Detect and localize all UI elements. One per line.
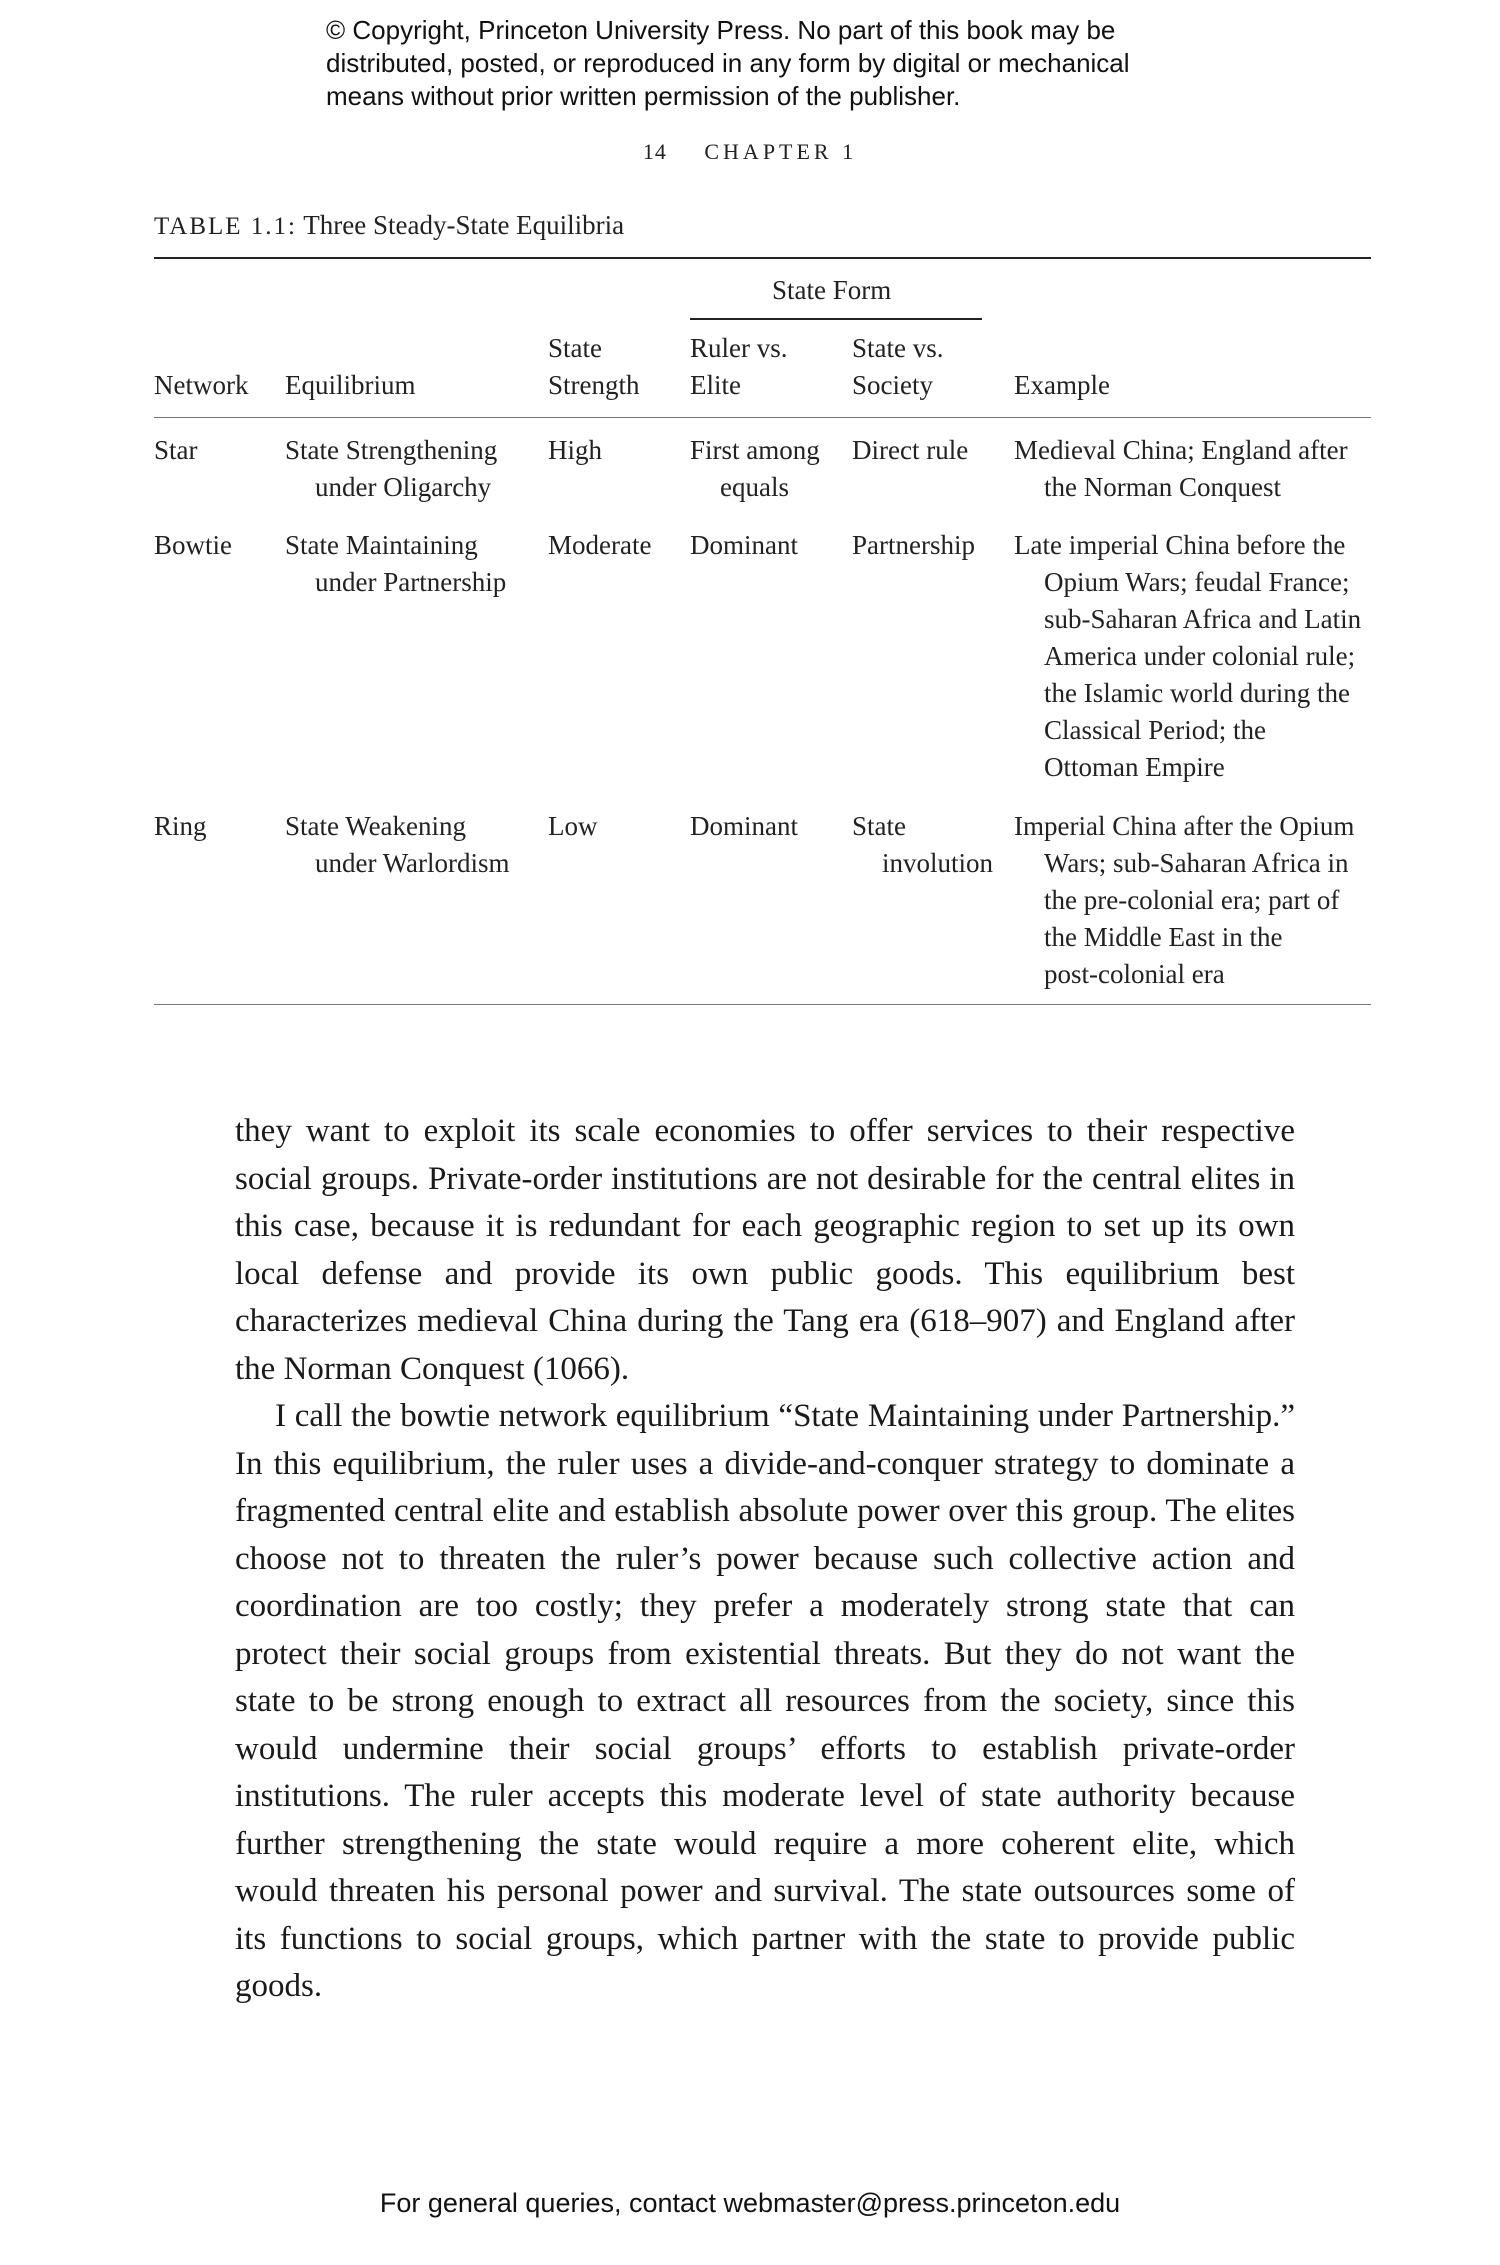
cell-line: under Oligarchy (315, 472, 492, 502)
row-bowtie-example (1014, 527, 1361, 786)
row-ring-society (852, 808, 993, 882)
footer-contact: For general queries, contact webmaster@press.princeton.edu (379, 2188, 1121, 2218)
cell-line: Classical Period; the (1044, 715, 1266, 745)
row-ring-equilibrium (285, 808, 510, 882)
row-star-ruler (690, 432, 820, 506)
table-top-rule (154, 257, 1371, 259)
header-state-strength (548, 330, 640, 404)
row-bowtie-equilibrium (285, 527, 506, 601)
row-ring-example (1014, 808, 1354, 993)
body-paragraph: I call the bowtie network equilibrium “State Maintaining under Partnership.” In this equilibrium, the ruler uses a divide-and-conquer strategy to dominate a fragmented central elite and establish absolute power over this group. The elites choose not to threaten the ruler’s power because such collective action and coordination are too costly; they prefer a moderately strong state that can protect their social groups from existential threats. But they do not want the state to be strong enough to extract all resources from the society, since this would undermine their social groups’ efforts to establish private-order institutions. The ruler accepts this moderate level of state authority because further strengthening the state would require a more coherent elite, which would threaten his personal power and survival. The state outsources some of its functions to social groups, which partner with the state to provide public goods. (235, 1398, 1295, 2004)
body-text (235, 1108, 1295, 2011)
page-number: 14 (642, 139, 667, 164)
cell-line: State Strengthening (285, 435, 498, 465)
table-caption (154, 210, 624, 241)
cell-line: Medieval China; England after (1014, 435, 1348, 465)
cell-line: the Middle East in the (1044, 922, 1283, 952)
cell-line: the Norman Conquest (1044, 472, 1281, 502)
cell-line: equals (720, 472, 789, 502)
copyright-line: © Copyright, Princeton University Press. No part of this book may be (326, 15, 1116, 45)
running-head (0, 139, 1500, 165)
cell-line: post-colonial era (1044, 959, 1225, 989)
cell-line: America under colonial rule; (1044, 641, 1356, 671)
table-label: TABLE 1.1: (154, 213, 297, 240)
copyright-line: means without prior written permission of the publisher. (326, 81, 961, 111)
header-line: State (548, 333, 602, 363)
cell-line: the pre-colonial era; part of (1044, 885, 1340, 915)
group-header-rule (690, 318, 982, 320)
header-ruler-vs-elite (690, 330, 788, 404)
body-paragraph: they want to exploit its scale economies to offer services to their respective social groups. Private-order institutions are not desirable for the central elites in this case, because it is redundant for each geographic region to set up its own local defense and provide its own public goods. This equilibrium best characterizes medieval China during the Tang era (618–907) and England after the Norman Conquest (1066). (235, 1113, 1295, 1387)
header-line: Elite (690, 370, 741, 400)
row-bowtie-strength: Moderate (548, 530, 652, 560)
table-bottom-rule (154, 1004, 1371, 1005)
header-line: State vs. (852, 333, 944, 363)
row-bowtie-network: Bowtie (154, 530, 232, 560)
row-bowtie-ruler: Dominant (690, 530, 798, 560)
group-header-state-form: State Form (772, 275, 892, 305)
row-ring-network: Ring (154, 811, 207, 841)
cell-line: State (852, 811, 906, 841)
row-ring-strength: Low (548, 811, 598, 841)
row-star-society: Direct rule (852, 435, 969, 465)
cell-line: Late imperial China before the (1014, 530, 1346, 560)
table-title: Three Steady-State Equilibria (303, 210, 625, 240)
cell-line: Wars; sub-Saharan Africa in (1044, 848, 1349, 878)
header-state-vs-society (852, 330, 944, 404)
row-bowtie-society: Partnership (852, 530, 975, 560)
header-line: Ruler vs. (690, 333, 788, 363)
cell-line: under Partnership (315, 567, 507, 597)
copyright-line: distributed, posted, or reproduced in any form by digital or mechanical (326, 48, 1130, 78)
header-equilibrium: Equilibrium (285, 370, 416, 400)
header-network: Network (154, 370, 249, 400)
cell-line: First among (690, 435, 820, 465)
header-line: Strength (548, 370, 640, 400)
cell-line: Imperial China after the Opium (1014, 811, 1355, 841)
header-line: Society (852, 370, 933, 400)
row-star-network: Star (154, 435, 198, 465)
table-header-rule (154, 417, 1371, 418)
cell-line: the Islamic world during the (1044, 678, 1350, 708)
cell-line: Ottoman Empire (1044, 752, 1225, 782)
row-star-example (1014, 432, 1348, 506)
row-ring-ruler: Dominant (690, 811, 798, 841)
row-star-strength: High (548, 435, 602, 465)
cell-line: State Maintaining (285, 530, 478, 560)
cell-line: sub-Saharan Africa and Latin (1044, 604, 1362, 634)
cell-line: involution (882, 848, 994, 878)
header-example: Example (1014, 370, 1110, 400)
chapter-label: CHAPTER 1 (704, 139, 858, 164)
row-star-equilibrium (285, 432, 497, 506)
cell-line: under Warlordism (315, 848, 510, 878)
cell-line: Opium Wars; feudal France; (1044, 567, 1350, 597)
copyright-notice (326, 14, 1226, 113)
cell-line: State Weakening (285, 811, 467, 841)
